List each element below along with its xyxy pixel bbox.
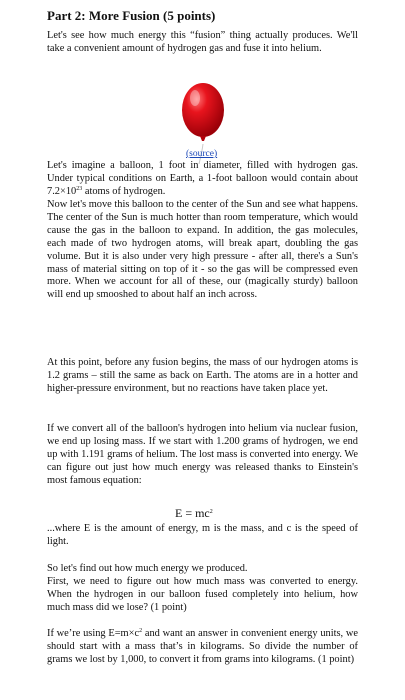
mass-before-fusion-paragraph: At this point, before any fusion begins, the mass of our hydrogen atoms is 1.2 grams – still the same as back on Earth. The atoms are in a hotter and higher-pressure environment, but no reactions have taken place yet. [47, 357, 358, 394]
intro-paragraph: Let's see how much energy this “fusion” thing actually produces. We'll take a convenient amount of hydrogen gas and fuse it into helium. [47, 30, 358, 54]
question2-text-end: and want an answer in convenient energy units, we should start with a mass that’s in kilograms. So divide the number of grams we lost by 1,000, to convert it from grams into kilograms. (1 point) [47, 628, 358, 665]
balloon-text: Let's imagine a balloon, 1 foot in diameter, filled with hydrogen gas. Under typical conditions on Earth, a 1-foot balloon would contain about 7.2×10 [47, 160, 358, 197]
balloon-text-end: atoms of hydrogen. [82, 185, 166, 197]
atoms-exponent: 23 [76, 185, 83, 192]
question1-intro: So let's find out how much energy we produced. [47, 563, 248, 574]
equation-exponent: 2 [209, 509, 213, 515]
sun-center-paragraph: Now let's move this balloon to the center of the Sun and see what happens. The center of the Sun is much hotter than room temperature, which would cause the gas in the balloon to expand. In addition, the gas molecules, each made of two hydrogen atoms, will break apart, doubling the gas volume. But it is also under very high pressure - after all, there's a Sun's mass of material sitting on top of it - so the gas will be compressed even more. When we account for all of these, our (magically sturdy) balloon will end up smooshed to about half an inch across. [47, 199, 358, 301]
question2-exponent: 2 [139, 628, 143, 634]
equation-base: E = mc [175, 506, 210, 520]
source-link[interactable]: (source) [186, 149, 218, 159]
section-heading: Part 2: More Fusion (5 points) [47, 8, 216, 23]
question2-text [47, 628, 358, 667]
einstein-equation [175, 507, 213, 520]
question1-text: First, we need to figure out how much mass was converted to energy. When the hydrogen in our balloon fused completely into helium, how much mass did we lose? (1 point) [47, 576, 358, 613]
balloon-paragraph [47, 160, 358, 199]
equation-explanation: ...where E is the amount of energy, m is the mass, and c is the speed of light. [47, 523, 358, 547]
fusion-paragraph: If we convert all of the balloon's hydrogen into helium via nuclear fusion, we end up losing mass. If we start with 1.200 grams of hydrogen, we end up with 1.191 grams of helium. The lost mass is converted into energy. We can figure out just how much energy was released thanks to Einstein's most famous equation: [47, 423, 358, 486]
question2-text-start: If we’re using E=m×c [47, 628, 140, 639]
